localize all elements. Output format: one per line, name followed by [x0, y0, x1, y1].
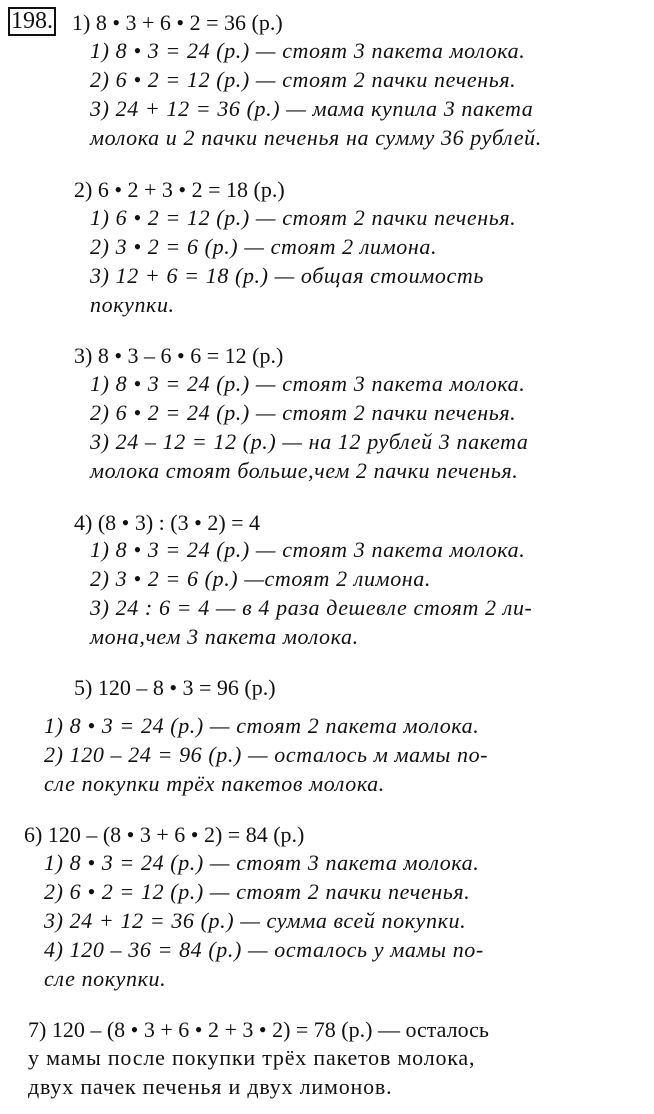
section-4-head: 4) (8 • 3) : (3 • 2) = 4 [74, 510, 261, 535]
section-4-line-3: 3) 24 : 6 = 4 — в 4 раза дешевле стоят 2 ли- [90, 595, 533, 620]
section-2-line-3: 3) 12 + 6 = 18 (р.) — общая стоимость [90, 263, 484, 288]
section-1-line-2: 2) 6 • 2 = 12 (р.) — стоят 2 пачки печенья. [90, 67, 517, 92]
section-2-line-2: 2) 3 • 2 = 6 (р.) — стоят 2 лимона. [90, 234, 438, 259]
section-1-head: 1) 8 • 3 + 6 • 2 = 36 (р.) [72, 10, 283, 35]
section-4-line-4: мона,чем 3 пакета молока. [90, 624, 359, 649]
section-3-line-2: 2) 6 • 2 = 24 (р.) — стоят 2 пачки печенья. [90, 400, 517, 425]
section-7-line-1: у мамы после покупки трёх пакетов молока, [28, 1045, 476, 1070]
section-1-line-1: 1) 8 • 3 = 24 (р.) — стоят 3 пакета молока. [90, 38, 526, 63]
section-7-head: 7) 120 – (8 • 3 + 6 • 2 + 3 • 2) = 78 (р.) — осталось [28, 1017, 489, 1042]
section-6-line-4: 4) 120 – 36 = 84 (р.) — осталось у мамы по- [44, 937, 484, 962]
problem-number: 198. [8, 7, 56, 36]
section-6-head: 6) 120 – (8 • 3 + 6 • 2) = 84 (р.) [24, 822, 305, 847]
section-1-line-4: молока и 2 пачки печенья на сумму 36 рублей. [90, 125, 542, 150]
section-3-head: 3) 8 • 3 – 6 • 6 = 12 (р.) [74, 343, 284, 368]
section-2-head: 2) 6 • 2 + 3 • 2 = 18 (р.) [74, 177, 285, 202]
section-3-line-4: молока стоят больше,чем 2 пачки печенья. [90, 458, 519, 483]
section-5-line-1: 1) 8 • 3 = 24 (р.) — стоят 2 пакета молока. [44, 713, 480, 738]
section-2-line-1: 1) 6 • 2 = 12 (р.) — стоят 2 пачки печенья. [90, 205, 517, 230]
section-3-line-3: 3) 24 – 12 = 12 (р.) — на 12 рублей 3 пакета [90, 429, 529, 454]
section-3-line-1: 1) 8 • 3 = 24 (р.) — стоят 3 пакета молока. [90, 371, 526, 396]
section-6-line-1: 1) 8 • 3 = 24 (р.) — стоят 3 пакета молока. [44, 850, 480, 875]
section-5-line-2: 2) 120 – 24 = 96 (р.) — осталось м мамы по- [44, 742, 489, 767]
section-2-line-4: покупки. [90, 292, 175, 317]
section-4-line-2: 2) 3 • 2 = 6 (р.) —стоят 2 лимона. [90, 566, 432, 591]
section-6-line-5: сле покупки. [44, 966, 167, 991]
section-6-line-2: 2) 6 • 2 = 12 (р.) — стоят 2 пачки печенья. [44, 879, 471, 904]
section-5-line-3: сле покупки трёх пакетов молока. [44, 771, 385, 796]
section-6-line-3: 3) 24 + 12 = 36 (р.) — сумма всей покупки. [44, 908, 467, 933]
section-5-head: 5) 120 – 8 • 3 = 96 (р.) [74, 675, 276, 700]
section-7-line-2: двух пачек печенья и двух лимонов. [28, 1074, 393, 1099]
section-4-line-1: 1) 8 • 3 = 24 (р.) — стоят 3 пакета молока. [90, 537, 526, 562]
section-1-line-3: 3) 24 + 12 = 36 (р.) — мама купила 3 пакета [90, 96, 534, 121]
